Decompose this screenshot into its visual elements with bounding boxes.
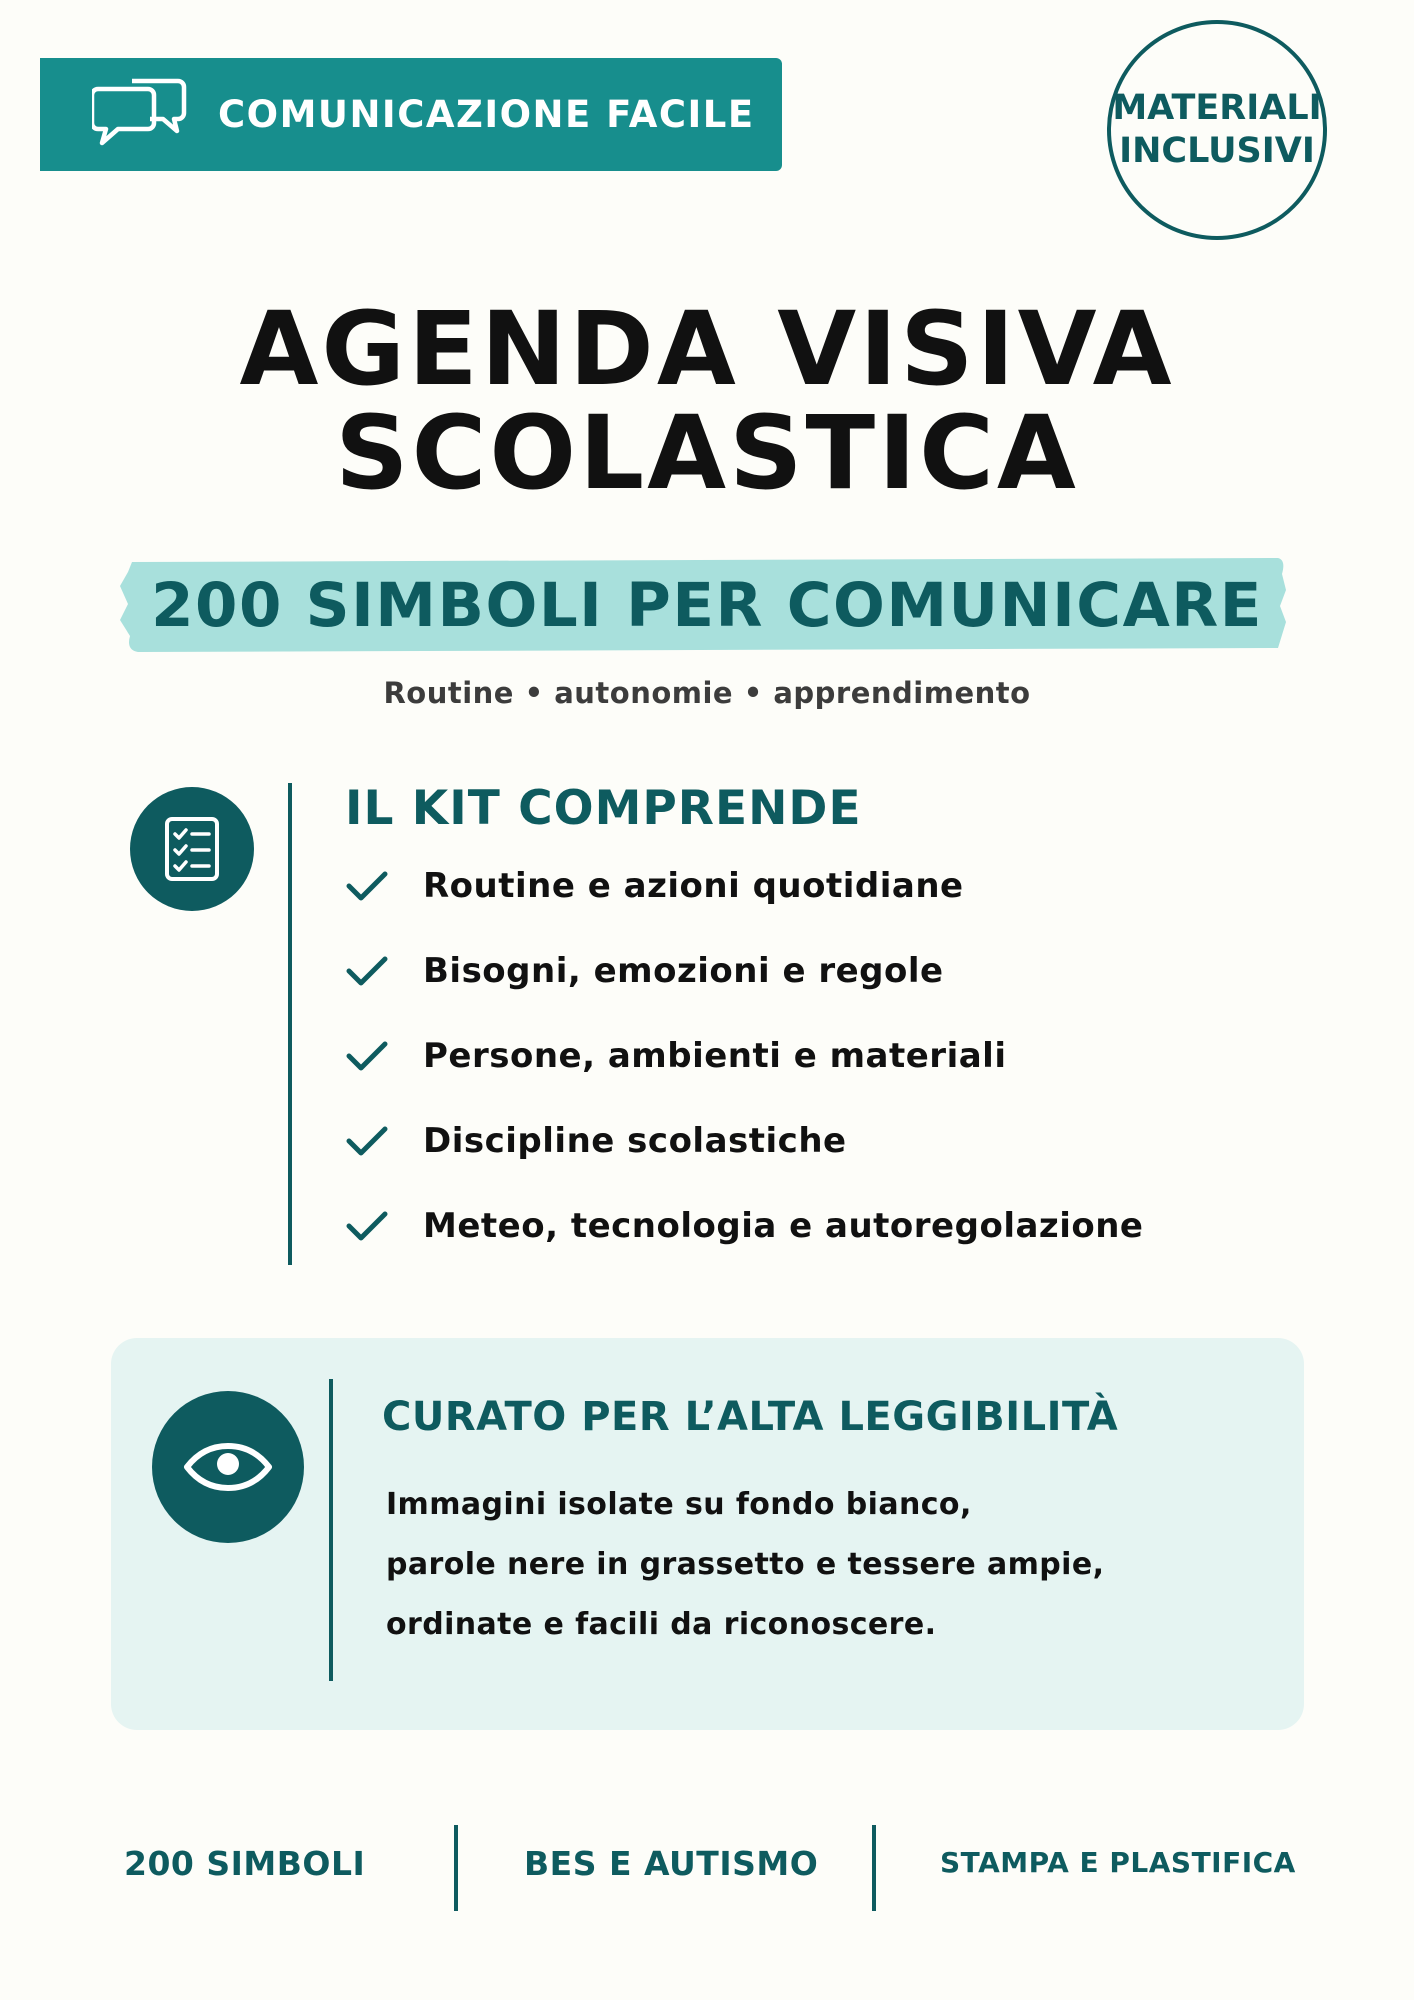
check-icon [345,1038,389,1074]
title-line-2: SCOLASTICA [335,394,1079,513]
kit-item [345,868,1143,953]
check-icon [345,868,389,904]
title-line-1: AGENDA VISIVA [239,290,1175,409]
readability-divider [329,1379,333,1681]
tagline: Routine • autonomie • apprendimento [383,676,1031,710]
kit-item [345,1038,1143,1123]
kit-item [345,953,1143,1038]
kit-item-label: Meteo, tecnologia e autoregolazione [423,1206,1144,1246]
footer-separator [454,1825,458,1911]
kit-list [345,868,1143,1293]
inclusive-materials-badge [1107,20,1327,240]
kit-item-label: Routine e azioni quotidiane [423,866,964,906]
readability-heading: CURATO PER L’ALTA LEGGIBILITÀ [382,1394,1119,1440]
speech-bubbles-icon [92,77,188,153]
readability-text [386,1475,1104,1655]
badge-line-1: MATERIALI [1112,87,1322,128]
readability-line: parole nere in grassetto e tessere ampie, [386,1547,1105,1582]
readability-line: ordinate e facili da riconoscere. [386,1607,937,1642]
kit-item-label: Bisogni, emozioni e regole [423,951,944,991]
kit-item-label: Discipline scolastiche [423,1121,847,1161]
readability-line: Immagini isolate su fondo bianco, [386,1487,972,1522]
kit-item [345,1123,1143,1208]
badge-line-2: INCLUSIVI [1119,131,1315,171]
eye-icon-circle [152,1391,304,1543]
kit-item-label: Persone, ambienti e materiali [423,1036,1007,1076]
kit-heading: IL KIT COMPRENDE [345,781,862,836]
footer-separator [872,1825,876,1911]
header-banner [40,58,782,171]
check-icon [345,1208,389,1244]
check-icon [345,953,389,989]
footer-audience: BES E AUTISMO [524,1844,819,1883]
kit-item [345,1208,1143,1293]
kit-divider [288,783,292,1265]
footer-symbols: 200 SIMBOLI [124,1844,366,1883]
kit-icon-circle [130,787,254,911]
footer-print: STAMPA E PLASTIFICA [940,1846,1296,1879]
subtitle: 200 SIMBOLI PER COMUNICARE [151,570,1263,641]
banner-title: COMUNICAZIONE FACILE [218,93,755,136]
checklist-icon [164,816,220,882]
page-title [0,290,1414,513]
check-icon [345,1123,389,1159]
eye-icon [183,1442,273,1492]
